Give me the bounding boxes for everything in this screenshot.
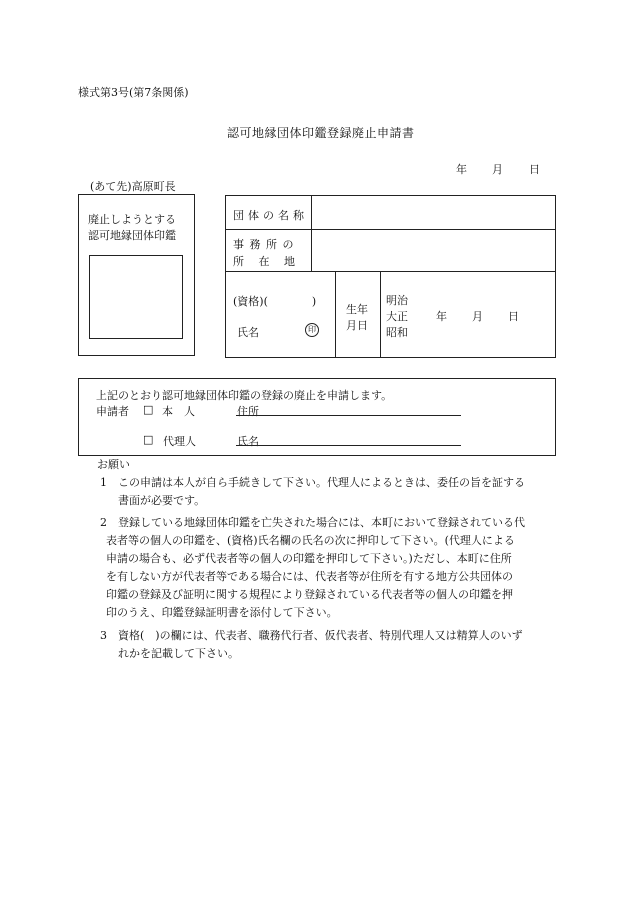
page-title: 認可地縁団体印鑑登録廃止申請書 (227, 126, 415, 140)
note-3-line-2: れかを記載して下さい。 (118, 647, 239, 660)
table-name-divider (335, 271, 336, 358)
birth-label-1: 生年 (346, 303, 368, 316)
note-2-line-1: 登録している地縁団体印鑑を亡失された場合には、本町において登録されている代 (118, 516, 525, 529)
note-2-line-6: 印のうえ、印鑑登録証明書を添付して下さい。 (106, 606, 338, 619)
note-3-line-1: 資格( )の欄には、代表者、職務代行者、仮代表者、特別代理人又は精算人のいず (118, 629, 523, 642)
applicant-name-field[interactable] (262, 430, 460, 444)
agent-checkbox[interactable]: □ (143, 433, 154, 446)
note-1-line-2: 書面が必要です。 (118, 494, 206, 507)
birth-day[interactable]: 日 (508, 310, 519, 323)
note-2-line-5: 印鑑の登録及び証明に関する規程により登録されている代表者等の個人の印鑑を押 (106, 588, 513, 601)
office-label-line2: 所 在 地 (233, 255, 295, 268)
agent-label: 代理人 (163, 435, 196, 448)
address-field[interactable] (262, 400, 460, 414)
notes-heading: お願い (97, 458, 130, 471)
note-1-line-1: この申請は本人が自ら手続きして下さい。代理人によるときは、委任の旨を証する (118, 476, 525, 489)
applicant-label: 申請者 (96, 405, 129, 418)
note-2-number: 2 (100, 516, 107, 529)
seal-box-label-2: 認可地縁団体印鑑 (88, 229, 176, 242)
era-taisho[interactable]: 大正 (386, 310, 408, 323)
addressee: (あて先)高原町長 (90, 180, 176, 193)
table-birth-divider (380, 271, 381, 358)
note-2-line-2: 表者等の個人の印鑑を、(資格)氏名欄の氏名の次に押印して下さい。(代理人による (106, 534, 515, 547)
era-showa[interactable]: 昭和 (386, 326, 408, 339)
birth-year[interactable]: 年 (436, 310, 447, 323)
address-label: 住所 (237, 405, 259, 418)
date-day[interactable]: 日 (529, 163, 540, 176)
self-checkbox[interactable]: □ (143, 403, 154, 416)
address-underline (236, 415, 461, 416)
office-address-field[interactable] (318, 232, 552, 268)
note-2-line-3: 申請の場合も、必ず代表者等の個人の印鑑を押印して下さい。)ただし、本町に住所 (106, 552, 512, 565)
seal-box-label-1: 廃止しようとする (88, 213, 176, 226)
date-year[interactable]: 年 (456, 163, 467, 176)
self-label: 本 人 (162, 405, 195, 418)
group-name-field[interactable] (318, 198, 552, 226)
representative-name-field[interactable] (262, 316, 302, 338)
name-underline (236, 445, 461, 446)
note-3-number: 3 (100, 629, 107, 642)
table-divider-1 (225, 229, 556, 230)
table-divider-2 (225, 271, 556, 272)
name-label: 氏名 (237, 326, 259, 339)
era-meiji[interactable]: 明治 (386, 294, 408, 307)
office-label-line1: 事 務 所 の (233, 238, 295, 251)
applicant-name-label: 氏名 (237, 435, 259, 448)
seal-impression-area[interactable] (89, 255, 183, 339)
group-name-label: 団体の名称 (233, 209, 308, 222)
form-number: 様式第3号(第7条関係) (78, 86, 189, 99)
table-label-divider (311, 195, 312, 271)
qualification-label[interactable]: (資格)( ) (233, 295, 317, 308)
application-statement: 上記のとおり認可地縁団体印鑑の登録の廃止を申請します。 (96, 389, 393, 402)
seal-mark-icon: 印 (305, 323, 319, 337)
note-1-number: 1 (100, 476, 107, 489)
note-2-line-4: を有しない方が代表者等である場合には、代表者等が住所を有する地方公共団体の (106, 570, 513, 583)
date-month[interactable]: 月 (492, 163, 503, 176)
birth-label-2: 月日 (346, 319, 368, 332)
birth-month[interactable]: 月 (472, 310, 483, 323)
